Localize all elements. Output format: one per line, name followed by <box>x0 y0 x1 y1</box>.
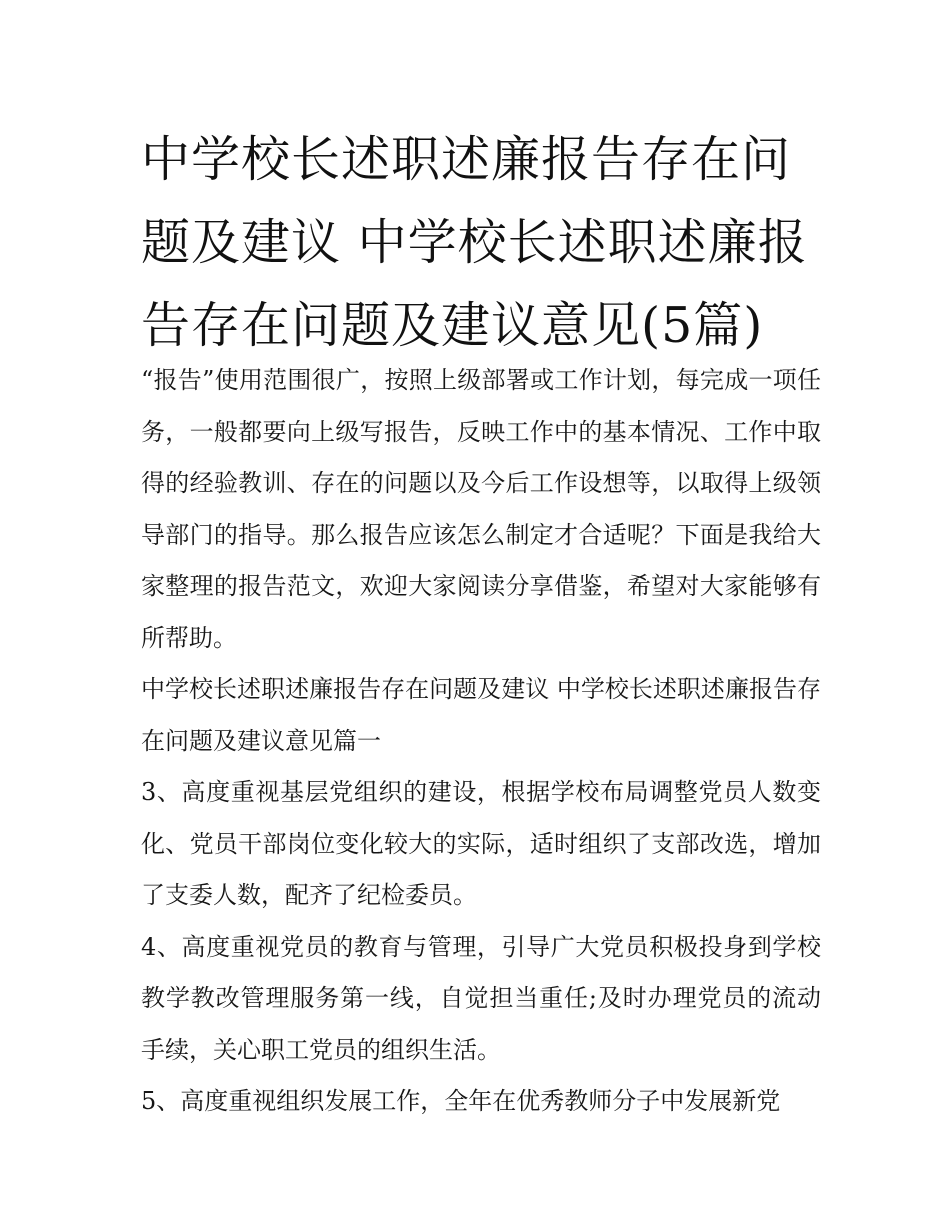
list-item-4: 4、高度重视党员的教育与管理，引导广大党员积极投身到学校教学教改管理服务第一线，自觉担当重任;及时办理党员的流动手续，关心职工党员的组织生活。 <box>141 932 821 1064</box>
section-heading: 中学校长述职述廉报告存在问题及建议 中学校长述职述廉报告存在问题及建议意见篇一 <box>141 675 821 755</box>
document-body <box>141 355 821 1128</box>
intro-paragraph: “报告”使用范围很广，按照上级部署或工作计划，每完成一项任务，一般都要向上级写报告，反映工作中的基本情况、工作中取得的经验教训、存在的问题以及今后工作设想等，以取得上级领导部门的指导。那么报告应该怎么制定才合适呢？下面是我给大家整理的报告范文，欢迎大家阅读分享借鉴，希望对大家能够有所帮助。 <box>141 366 821 652</box>
document-title: 中学校长述职述廉报告存在问题及建议 中学校长述职述廉报告存在问题及建议意见(5篇) <box>141 131 808 354</box>
list-item-3: 3、高度重视基层党组织的建设，根据学校布局调整党员人数变化、党员干部岗位变化较大的实际，适时组织了支部改选，增加了支委人数，配齐了纪检委员。 <box>141 778 821 909</box>
list-item-5: 5、高度重视组织发展工作，全年在优秀教师分子中发展新党 <box>141 1087 781 1115</box>
